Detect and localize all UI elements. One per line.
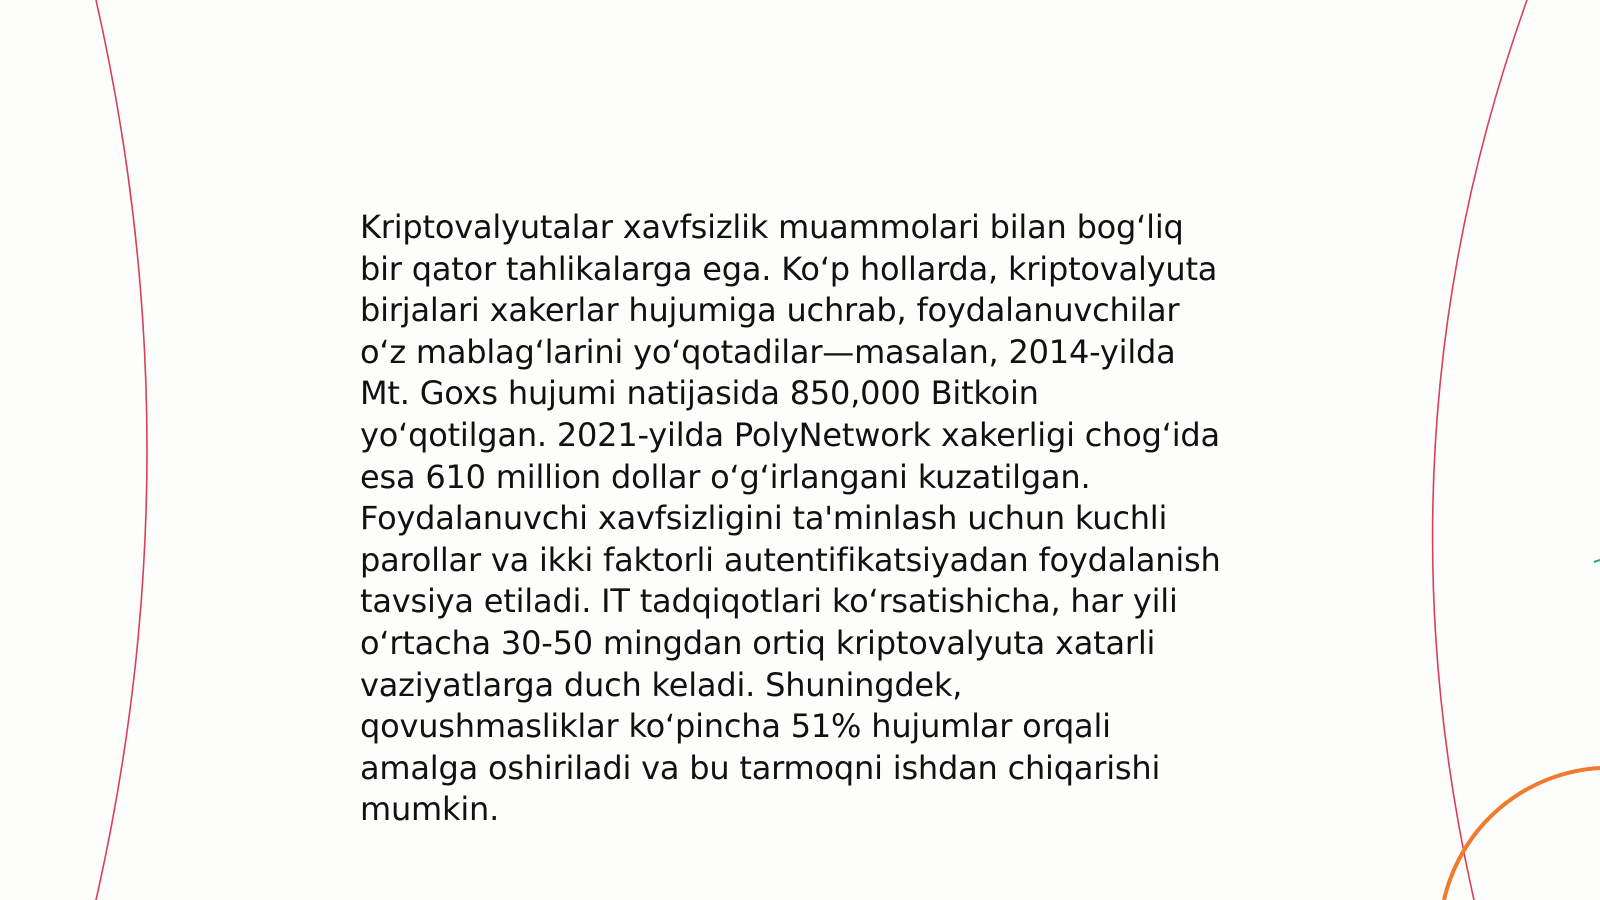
paragraph-line: Kriptovalyutalar xavfsizlik muammolari bilan bog‘liq [360,208,1184,246]
teal-accent-mark [1594,560,1600,562]
right-arc-line [1433,0,1527,900]
body-paragraph [360,207,1260,831]
paragraph-line: o‘z mablag‘larini yo‘qotadilar—masalan, 2014-yilda [360,332,1176,371]
orange-circle-arc [1444,768,1600,900]
paragraph-line: birjalari xakerlar hujumiga uchrab, foydalanuvchilar [360,291,1180,330]
paragraph-line: yo‘qotilgan. 2021-yilda PolyNetwork xakerligi chog‘ida [360,415,1220,454]
paragraph-line: tavsiya etiladi. IT tadqiqotlari ko‘rsatishicha, har yili [360,582,1178,621]
paragraph-line: qovushmasliklar ko‘pincha 51% hujumlar orqali [360,707,1111,746]
paragraph-line: Foydalanuvchi xavfsizligini ta'minlash uchun kuchli [360,499,1168,538]
paragraph-line: esa 610 million dollar o‘g‘irlangani kuzatilgan. [360,457,1091,496]
paragraph-line: parollar va ikki faktorli autentifikatsiyadan foydalanish [360,540,1221,579]
left-arc-line [96,0,147,900]
paragraph-line: Mt. Goxs hujumi natijasida 850,000 Bitkoin [360,374,1039,413]
paragraph-line: amalga oshiriladi va bu tarmoqni ishdan chiqarishi [360,748,1161,787]
paragraph-line: o‘rtacha 30-50 mingdan ortiq kriptovalyuta xatarli [360,623,1156,662]
paragraph-line: mumkin. [360,790,500,829]
paragraph-line: vaziyatlarga duch keladi. Shuningdek, [360,665,963,704]
paragraph-line: bir qator tahlikalarga ega. Ko‘p hollarda, kriptovalyuta [360,249,1218,288]
